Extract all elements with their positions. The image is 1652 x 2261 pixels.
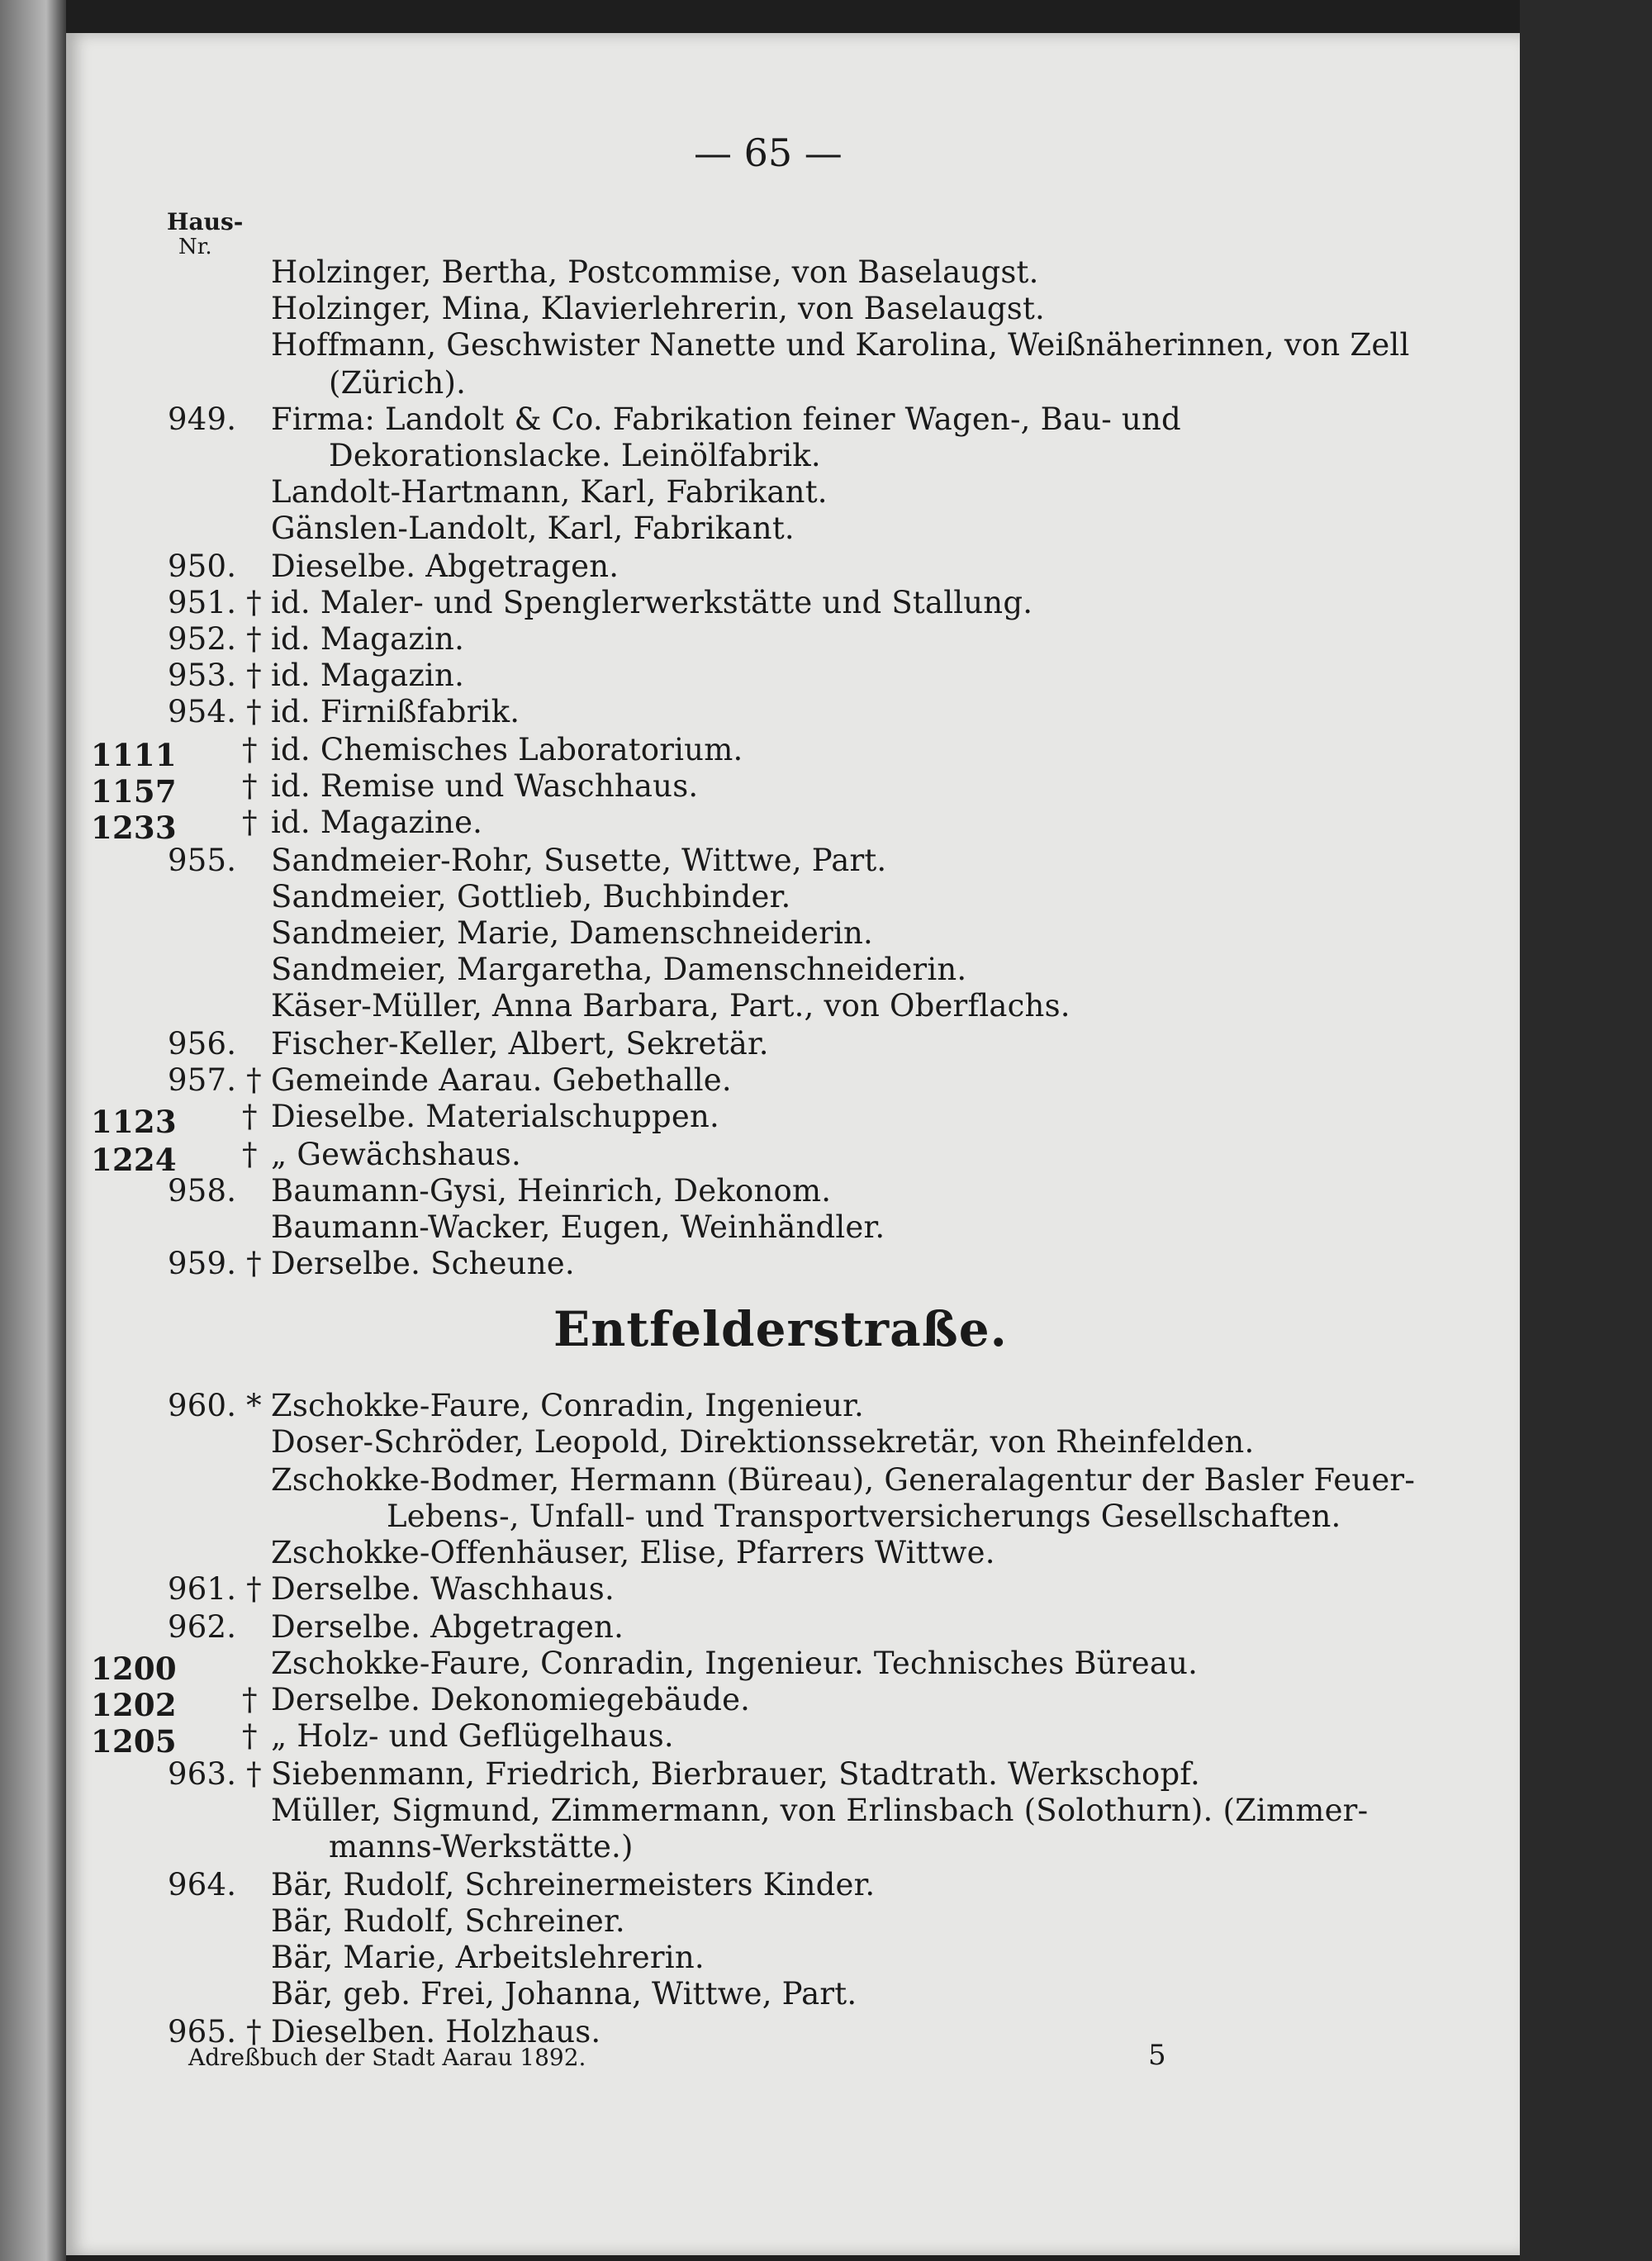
house-number: 965. †: [168, 2014, 262, 2050]
house-number: 956.: [168, 1026, 237, 1062]
entry-text: Sandmeier-Rohr, Susette, Wittwe, Part.: [271, 843, 887, 878]
sheet-number: 5: [1148, 2039, 1166, 2072]
entry-text: id. Chemisches Laboratorium.: [271, 732, 743, 767]
house-number: †: [242, 1137, 258, 1172]
house-number: 951. †: [168, 585, 262, 620]
section-heading: Entfelderstraße.: [553, 1301, 1008, 1357]
house-number: 961. †: [168, 1571, 262, 1607]
house-number: 963. †: [168, 1756, 262, 1792]
entry-text: id. Magazin.: [271, 621, 465, 657]
entry-text: Bär, geb. Frei, Johanna, Wittwe, Part.: [271, 1976, 857, 2012]
entry-text: Zschokke-Faure, Conradin, Ingenieur.: [271, 1388, 864, 1423]
entry-text: id. Firnißfabrik.: [271, 694, 520, 729]
house-number: 964.: [168, 1867, 237, 1902]
house-number: 957. †: [168, 1062, 262, 1098]
entry-text: Zschokke-Offenhäuser, Elise, Pfarrers Wittwe.: [271, 1535, 995, 1570]
entry-text: Sandmeier, Margaretha, Damenschneiderin.: [271, 952, 967, 987]
house-number: 950.: [168, 549, 237, 584]
entry-text: Dieselbe. Abgetragen.: [271, 549, 620, 584]
entry-text: Derselbe. Abgetragen.: [271, 1609, 624, 1645]
entry-text: Derselbe. Waschhaus.: [271, 1571, 615, 1607]
column-header-line-1: Haus-: [167, 208, 244, 235]
entry-text: Zschokke-Faure, Conradin, Ingenieur. Technisches Büreau.: [271, 1646, 1199, 1681]
entry-text: Bär, Marie, Arbeitslehrerin.: [271, 1940, 705, 1975]
entry-text: id. Magazine.: [271, 805, 483, 840]
entry-text: Baumann-Gysi, Heinrich, Dekonom.: [271, 1173, 832, 1209]
old-number: 1202: [91, 1687, 177, 1723]
entry-text: manns-Werkstätte.): [329, 1829, 634, 1864]
house-number: 955.: [168, 843, 237, 878]
entry-text: Käser-Müller, Anna Barbara, Part., von Oberflachs.: [271, 988, 1070, 1024]
entry-text: Fischer-Keller, Albert, Sekretär.: [271, 1026, 769, 1062]
old-number: 1123: [91, 1104, 177, 1140]
entry-text: Holzinger, Bertha, Postcommise, von Baselaugst.: [271, 254, 1039, 290]
entry-text: Baumann-Wacker, Eugen, Weinhändler.: [271, 1209, 885, 1245]
column-header-line-2: Nr.: [178, 235, 212, 259]
entry-text: Doser-Schröder, Leopold, Direktionssekretär, von Rheinfelden.: [271, 1424, 1255, 1460]
house-number: 953. †: [168, 658, 262, 693]
house-number: 958.: [168, 1173, 237, 1209]
entry-text: Müller, Sigmund, Zimmermann, von Erlinsbach (Solothurn). (Zimmer-: [271, 1793, 1369, 1828]
entry-text: „ Holz- und Geflügelhaus.: [271, 1718, 674, 1754]
house-number: 959. †: [168, 1246, 262, 1281]
house-number: †: [242, 1682, 258, 1717]
house-number: †: [242, 1099, 258, 1134]
old-number: 1224: [91, 1142, 177, 1178]
entry-text: (Zürich).: [329, 365, 467, 401]
house-number: †: [242, 768, 258, 804]
entry-text: Bär, Rudolf, Schreiner.: [271, 1903, 625, 1939]
house-number: 952. †: [168, 621, 262, 657]
entry-text: Holzinger, Mina, Klavierlehrerin, von Baselaugst.: [271, 291, 1045, 326]
house-number: 949.: [168, 401, 237, 437]
entry-text: Zschokke-Bodmer, Hermann (Büreau), Generalagentur der Basler Feuer-: [271, 1462, 1416, 1498]
entry-text: Derselbe. Scheune.: [271, 1246, 575, 1281]
house-number: 960. *: [168, 1388, 262, 1423]
document-page: [66, 33, 1520, 2255]
page-number: — 65 —: [694, 131, 843, 175]
entry-text: Gemeinde Aarau. Gebethalle.: [271, 1062, 732, 1098]
old-number: 1205: [91, 1723, 177, 1760]
entry-text: Derselbe. Dekonomiegebäude.: [271, 1682, 751, 1717]
entry-text: id. Maler- und Spenglerwerkstätte und Stallung.: [271, 585, 1033, 620]
entry-list: [66, 33, 1520, 2255]
entry-text: Lebens-, Unfall- und Transportversicherungs Gesellschaften.: [387, 1499, 1341, 1534]
entry-text: Bär, Rudolf, Schreinermeisters Kinder.: [271, 1867, 876, 1902]
entry-text: id. Remise und Waschhaus.: [271, 768, 699, 804]
background-edge: [1520, 0, 1652, 2261]
entry-text: Hoffmann, Geschwister Nanette und Karolina, Weißnäherinnen, von Zell: [271, 327, 1410, 363]
house-number: †: [242, 732, 258, 767]
left-page-edge: [0, 0, 66, 2261]
entry-text: Dieselbe. Materialschuppen.: [271, 1099, 719, 1134]
entry-text: Landolt-Hartmann, Karl, Fabrikant.: [271, 474, 828, 510]
old-number: 1157: [91, 773, 177, 810]
entry-text: Siebenmann, Friedrich, Bierbrauer, Stadtrath. Werkschopf.: [271, 1756, 1200, 1792]
entry-text: „ Gewächshaus.: [271, 1137, 521, 1172]
house-number: 954. †: [168, 694, 262, 729]
old-number: 1200: [91, 1651, 177, 1687]
house-number: 962.: [168, 1609, 237, 1645]
entry-text: Dieselben. Holzhaus.: [271, 2014, 601, 2050]
entry-text: Sandmeier, Marie, Damenschneiderin.: [271, 915, 873, 951]
entry-text: Gänslen-Landolt, Karl, Fabrikant.: [271, 511, 795, 546]
entry-text: Dekorationslacke. Leinölfabrik.: [329, 438, 821, 473]
old-number: 1233: [91, 810, 177, 846]
house-number: †: [242, 1718, 258, 1754]
house-number: †: [242, 805, 258, 840]
old-number: 1111: [91, 737, 177, 773]
entry-text: id. Magazin.: [271, 658, 465, 693]
footer-text: Adreßbuch der Stadt Aarau 1892.: [188, 2044, 586, 2071]
entry-text: Firma: Landolt & Co. Fabrikation feiner Wagen-, Bau- und: [271, 401, 1181, 437]
entry-text: Sandmeier, Gottlieb, Buchbinder.: [271, 879, 791, 914]
